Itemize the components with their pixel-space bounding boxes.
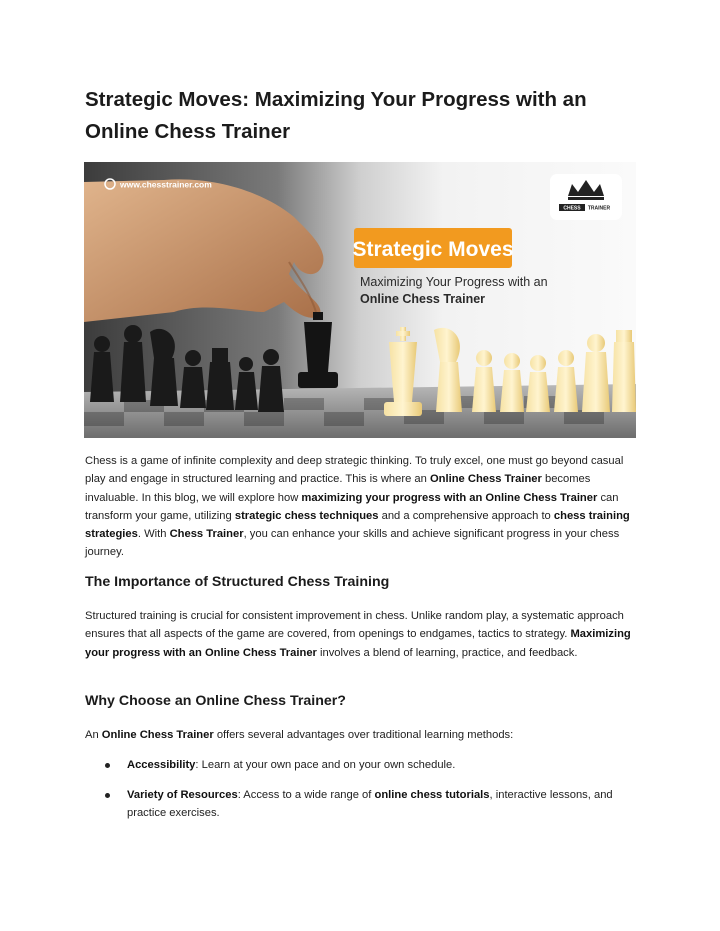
bullet-icon (105, 793, 110, 798)
structured-training-paragraph: Structured training is crucial for consistent improvement in chess. Unlike random play, a systematic approach ensures that all aspects of the game are covered, from openings to endgames, tactics to strategy. Maximizing your progress with an Online Chess Trainer involves a blend of learning, practice, and feedback. (85, 610, 631, 659)
hero-website-text: www.chesstrainer.com (120, 179, 212, 190)
page-title: Strategic Moves: Maximizing Your Progress with an Online Chess Trainer (85, 88, 587, 143)
intro-paragraph: Chess is a game of infinite complexity and deep strategic thinking. To truly excel, one must go beyond casual play and engage in structured learning and practice. This is where an Online Chess Trainer becomes invaluable. In this blog, we will explore how maximizing your progress with an Online Chess Trainer can transform your game, utilizing strategic chess techniques and a comprehensive approach to chess training strategies. With Chess Trainer, you can enhance your skills and achieve significant progress in your chess journey. (85, 455, 630, 559)
section-heading-structured-training: The Importance of Structured Chess Training (85, 574, 390, 590)
banner-line-1: Maximizing Your Progress with an (360, 275, 548, 289)
hero-image (84, 162, 636, 438)
logo-text-right: TRAINER (587, 205, 611, 212)
bullet-icon (105, 763, 110, 768)
banner-line-2: Online Chess Trainer (360, 292, 486, 306)
why-choose-intro: An Online Chess Trainer offers several advantages over traditional learning methods: (85, 729, 514, 741)
document-page: Strategic Moves: Maximizing Your Progress with an Online Chess Trainer www.chesstrainer.com CHESS TRAINER Strategic Moves Maximizing Your Progress with an Online Chess Trainer Chess is a game of infinite complexity and deep strategic thinking. To truly excel, one must go beyond casual play and engage in structured learning and practice. This is where an Online Chess Trainer becomes invaluable. In this blog, we will explore how maximizing your progress with an Online Chess Trainer can transform your game, utilizing strategic chess techniques and a comprehensive approach to chess training strategies. With Chess Trainer, you can enhance your skills and achieve significant progress in your chess journey. The Importance of Structured Chess Training Structured training is crucial for consistent improvement in chess. Unlike random play, a systematic approach ensures that all aspects of the game are covered, from openings to endgames, tactics to strategy. Maximizing your progress with an Online Chess Trainer involves a blend of learning, practice, and feedback. Why Choose an Online Chess Trainer? An Online Chess Trainer offers several advantages over traditional learning methods: Accessibility: Learn at your own pace and on your own schedule. Variety of Resources: Access to a wide range of online chess tutorials, interactive lessons, and practice exercises. (0, 0, 720, 931)
banner-heading: Strategic Moves (352, 238, 514, 261)
section-heading-why-choose: Why Choose an Online Chess Trainer? (85, 693, 346, 709)
logo-text-left: CHESS (563, 205, 581, 212)
